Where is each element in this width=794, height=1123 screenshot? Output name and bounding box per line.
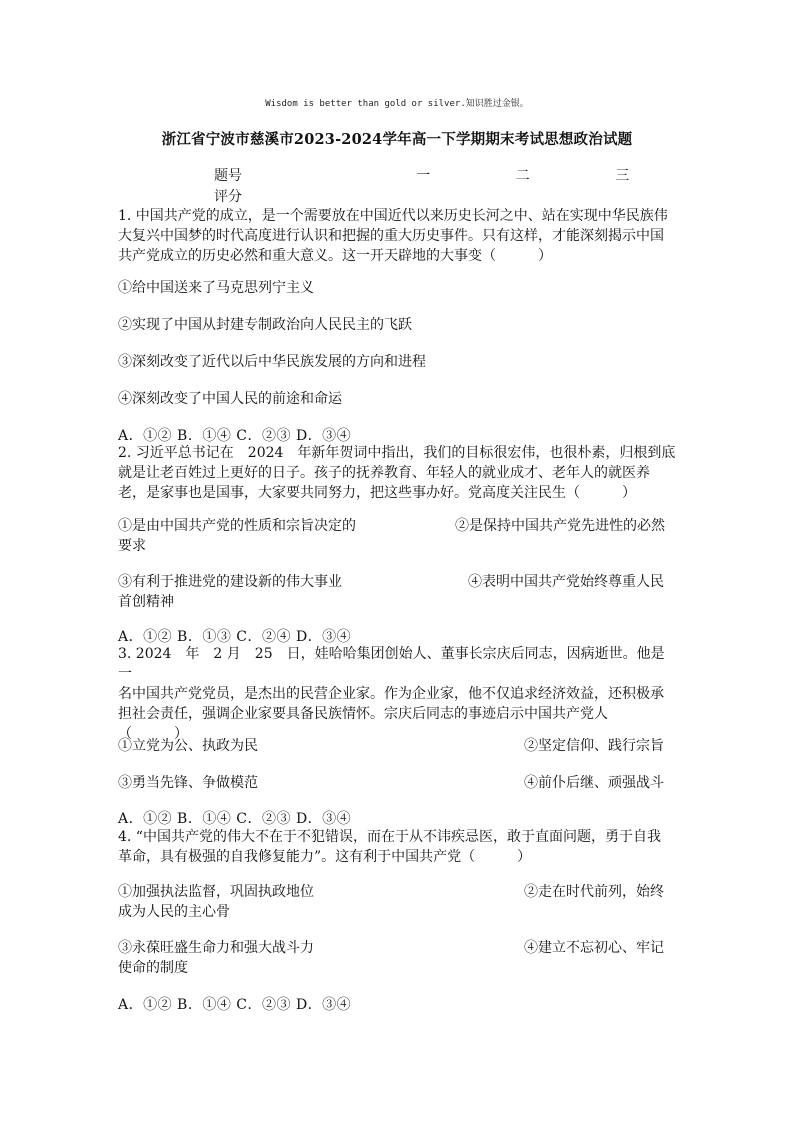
stem-line: 就是让老百姓过上更好的日子。孩子的抚养教育、年轻人的就业成才、老年人的就医养	[118, 465, 650, 481]
stem-line: 担社会责任，强调企业家要具备民族情怀。宗庆后同志的事迹启示中国共产党人	[118, 706, 608, 722]
stem-line: 名中国共产党党员，是杰出的民营企业家。作为企业家，他不仅追求经济效益，还积极承	[118, 686, 664, 702]
question-1-option: ③深刻改变了近代以后中华民族发展的方向和进程	[118, 354, 426, 370]
question-4-stem	[118, 827, 676, 867]
score-table-row	[212, 164, 672, 185]
question-4-option: ②走在时代前列，始终	[524, 884, 664, 900]
question-4-option: ③永葆旺盛生命力和强大战斗力	[118, 940, 314, 956]
question-3-option: ③勇当先锋、争做模范	[118, 775, 258, 791]
score-table-cell: 二	[515, 167, 530, 184]
question-3-option-row	[118, 773, 678, 793]
question-4-option-continued: 成为人民的主心骨	[118, 904, 230, 920]
stem-line: 老，是家事也是国事，大家要共同努力，把这些事办好。党高度关注民生（ ）	[118, 485, 636, 501]
question-2-option-continued: 要求	[118, 538, 146, 554]
question-2-option-row	[118, 572, 678, 612]
question-4-option: ①加强执法监督，巩固执政地位	[118, 884, 314, 900]
question-4-answers: A．①② B．①④ C．②③ D．③④	[118, 997, 352, 1013]
stem-line: 2. 习近平总书记在 2024 年新年贺词中指出，我们的目标很宏伟，也很朴素，归根到底	[118, 445, 676, 461]
score-table-row	[212, 185, 672, 206]
score-table-cell: 评分	[214, 188, 242, 205]
question-2-option: ②是保持中国共产党先进性的必然	[455, 518, 665, 534]
score-table-cell: 题号	[214, 167, 242, 184]
question-2-stem	[118, 443, 676, 503]
stem-line: 1. 中国共产党的成立，是一个需要放在中国近代以来历史长河之中、站在实现中华民族伟	[118, 208, 668, 224]
question-3-stem	[118, 644, 676, 744]
stem-line: 4. “中国共产党的伟大不在于不犯错误，而在于从不讳疾忌医，敢于直面问题，勇于自我	[118, 829, 661, 845]
question-1-option: ④深刻改变了中国人民的前途和命运	[118, 391, 342, 407]
question-1-stem	[118, 206, 676, 266]
question-2-option: ③有利于推进党的建设新的伟大事业	[118, 574, 342, 590]
question-3-option: ④前仆后继、顽强战斗	[524, 775, 664, 791]
question-2-option-continued: 首创精神	[118, 594, 174, 610]
question-2-option: ①是由中国共产党的性质和宗旨决定的	[118, 518, 356, 534]
question-1-option: ②实现了中国从封建专制政治向人民民主的飞跃	[118, 317, 412, 333]
question-3-option: ②坚定信仰、践行宗旨	[524, 738, 664, 754]
score-table-cell: 三	[615, 167, 630, 184]
question-4-option-row	[118, 938, 678, 978]
question-4-option-continued: 使命的制度	[118, 960, 188, 976]
question-3-answers: A．①② B．①④ C．②③ D．③④	[118, 811, 352, 827]
question-2-option-row	[118, 516, 678, 556]
question-2-answers: A．①② B．①③ C．②④ D．③④	[118, 629, 352, 645]
question-1-answers: A．①② B．①④ C．②③ D．③④	[118, 428, 352, 444]
stem-line: （ ）	[118, 726, 188, 742]
score-table-cell: 一	[416, 167, 431, 184]
stem-line: 共产党成立的历史必然和重大意义。这一开天辟地的大事变（ ）	[118, 248, 552, 264]
question-2-option: ④表明中国共产党始终尊重人民	[468, 574, 664, 590]
question-4-option: ④建立不忘初心、牢记	[524, 940, 664, 956]
stem-line: 3. 2024 年 2 月 25 日，娃哈哈集团创始人、董事长宗庆后同志，因病逝世。他是一	[118, 646, 665, 682]
stem-line: 革命，具有极强的自我修复能力”。这有利于中国共产党（ ）	[118, 849, 532, 865]
question-3-option-row	[118, 736, 678, 756]
score-table	[212, 164, 672, 206]
question-4-option-row	[118, 882, 678, 922]
exam-title: 浙江省宁波市慈溪市2023-2024学年高一下学期期末考试思想政治试题	[161, 131, 633, 148]
page-header-motto: Wisdom is better than gold or silver.知识胜过金银。	[265, 99, 529, 109]
stem-line: 大复兴中国梦的时代高度进行认识和把握的重大历史事件。只有这样，才能深刻揭示中国	[118, 228, 664, 244]
question-1-option: ①给中国送来了马克思列宁主义	[118, 280, 314, 296]
question-3-option: ①立党为公、执政为民	[118, 738, 258, 754]
